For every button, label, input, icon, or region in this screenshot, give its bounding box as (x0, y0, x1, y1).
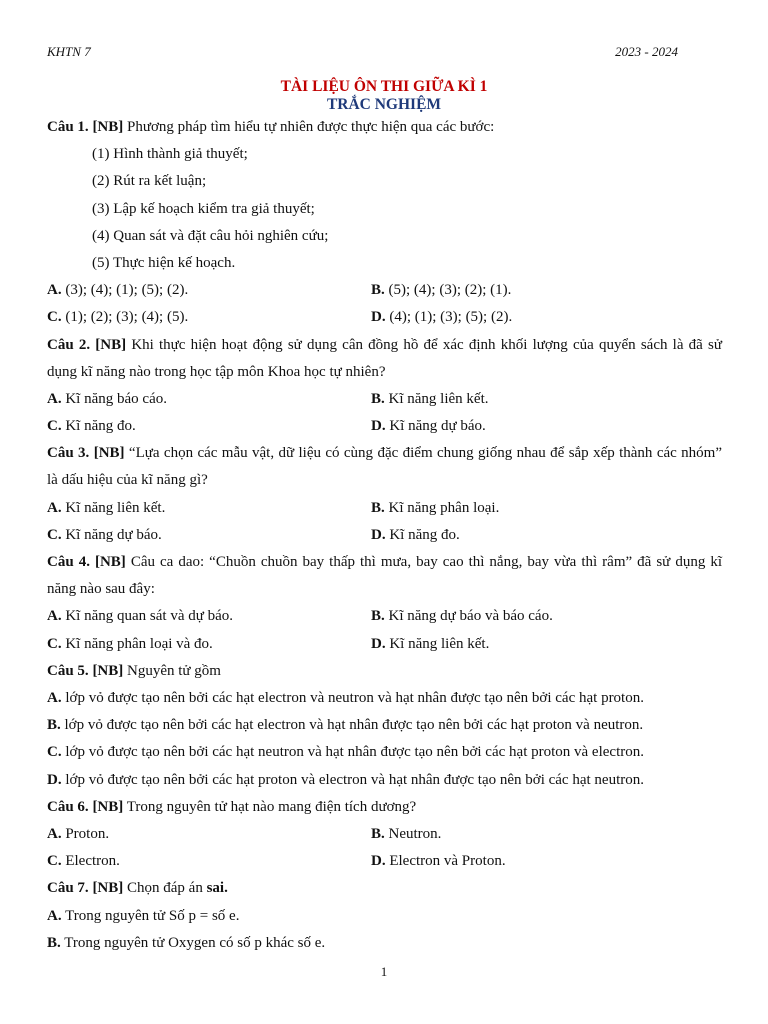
header-year: 2023 - 2024 (615, 44, 678, 59)
answer-b: B. Kĩ năng phân loại. (371, 499, 500, 516)
answer-b: B. lớp vỏ được tạo nên bởi các hạt electron và hạt nhân được tạo nên bởi các hạt proton và neutron. (47, 717, 644, 734)
question-level: [NB] (92, 119, 124, 135)
question-list (47, 114, 722, 957)
answer-b: B. Neutron. (371, 825, 442, 842)
answer-row (47, 413, 722, 440)
step-3: (3) Lập kế hoạch kiểm tra giả thuyết; (92, 200, 315, 217)
answer-d: D. Kĩ năng đo. (371, 526, 460, 543)
answer-c: C. (1); (2); (3); (4); (5). (47, 309, 189, 326)
question-text: Câu ca dao: “Chuồn chuồn bay thấp thì mưa, bay cao thì nắng, bay vừa thì râm” đã sử dụng kĩ năng nào sau đây: (47, 554, 722, 598)
answer-a: A. lớp vỏ được tạo nên bởi các hạt electron và neutron và hạt nhân được tạo nên bởi các hạt proton. (47, 690, 644, 707)
answer-b: B. (5); (4); (3); (2); (1). (371, 282, 512, 299)
answer-row (47, 386, 722, 413)
answer-row (47, 495, 722, 522)
answer-b: B. Kĩ năng dự báo và báo cáo. (371, 608, 553, 625)
answer-a: A. Proton. (47, 825, 110, 842)
question-emphasis: sai. (206, 880, 228, 897)
question-number: Câu 7. (47, 880, 89, 897)
question-number: Câu 2. (47, 336, 91, 353)
question-number: Câu 6. (47, 798, 89, 815)
question-level: [NB] (95, 336, 127, 353)
answer-d: D. Kĩ năng liên kết. (371, 635, 490, 652)
question-level: [NB] (93, 445, 125, 462)
question-text: Khi thực hiện hoạt động sử dụng cân đồng hồ để xác định khối lượng của quyển sách là đã sử dụng kĩ năng nào trong học tập môn Khoa học tự nhiên? (47, 336, 722, 380)
step-1: (1) Hình thành giả thuyết; (92, 146, 248, 163)
answer-b: B. Kĩ năng liên kết. (371, 390, 489, 407)
answer-row (47, 603, 722, 630)
question-2 (47, 332, 722, 386)
document-title: TÀI LIỆU ÔN THI GIỮA KÌ 1 (280, 78, 488, 95)
answer-a: A. Kĩ năng quan sát và dự báo. (47, 608, 234, 625)
answer-row (47, 821, 722, 848)
question-text: Chọn đáp án (127, 880, 203, 897)
answer-c: C. Electron. (47, 853, 120, 870)
answer-d: D. (4); (1); (3); (5); (2). (371, 309, 513, 326)
answer-a: A. Kĩ năng liên kết. (47, 499, 166, 516)
question-text: Trong nguyên tử hạt nào mang điện tích dương? (126, 798, 417, 815)
question-level: [NB] (94, 554, 126, 571)
answer-row (47, 848, 722, 875)
answer-a: A. Kĩ năng báo cáo. (47, 390, 167, 407)
question-number: Câu 3. (47, 445, 90, 462)
question-number: Câu 1. (47, 119, 89, 135)
answer-c: C. Kĩ năng dự báo. (47, 526, 162, 543)
answer-d: D. Electron và Proton. (371, 853, 506, 870)
step-5: (5) Thực hiện kế hoạch. (92, 254, 236, 271)
question-text: Phương pháp tìm hiểu tự nhiên được thực hiện qua các bước: (127, 119, 495, 135)
question-5 (47, 658, 722, 685)
document-subtitle: TRẮC NGHIỆM (326, 96, 442, 113)
answer-d: D. lớp vỏ được tạo nên bởi các hạt proton và electron và hạt nhân được tạo nên bởi các hạt neutron. (47, 771, 644, 788)
header-subject: KHTN 7 (47, 44, 91, 59)
question-6 (47, 794, 722, 821)
question-level: [NB] (92, 662, 124, 679)
question-3 (47, 440, 722, 494)
answer-row (47, 631, 722, 658)
answer-a: A. (3); (4); (1); (5); (2). (47, 282, 189, 299)
answer-row (47, 304, 722, 331)
answer-c: C. Kĩ năng phân loại và đo. (47, 635, 213, 652)
question-level: [NB] (92, 798, 124, 815)
step-4: (4) Quan sát và đặt câu hỏi nghiên cứu; (92, 227, 329, 244)
question-7 (47, 875, 722, 902)
question-level: [NB] (92, 880, 124, 897)
answer-row (47, 522, 722, 549)
page-number: 1 (380, 964, 388, 979)
question-number: Câu 4. (47, 554, 90, 571)
answer-row (47, 277, 722, 304)
question-1 (47, 114, 722, 141)
question-text: “Lựa chọn các mẫu vật, dữ liệu có cùng đặc điểm chung giống nhau để sắp xếp thành các nhóm” là dấu hiệu của kĩ năng gì? (47, 445, 722, 489)
question-4 (47, 549, 722, 603)
question-number: Câu 5. (47, 662, 89, 679)
answer-c: C. lớp vỏ được tạo nên bởi các hạt neutron và hạt nhân được tạo nên bởi các hạt proton và electron. (47, 744, 644, 761)
step-2: (2) Rút ra kết luận; (92, 173, 207, 190)
answer-b: B. Trong nguyên tử Oxygen có số p khác số e. (47, 934, 326, 951)
question-text: Nguyên tử gồm (127, 662, 221, 679)
answer-d: D. Kĩ năng dự báo. (371, 418, 486, 435)
answer-a: A. Trong nguyên tử Số p = số e. (47, 907, 240, 924)
answer-c: C. Kĩ năng đo. (47, 418, 136, 435)
